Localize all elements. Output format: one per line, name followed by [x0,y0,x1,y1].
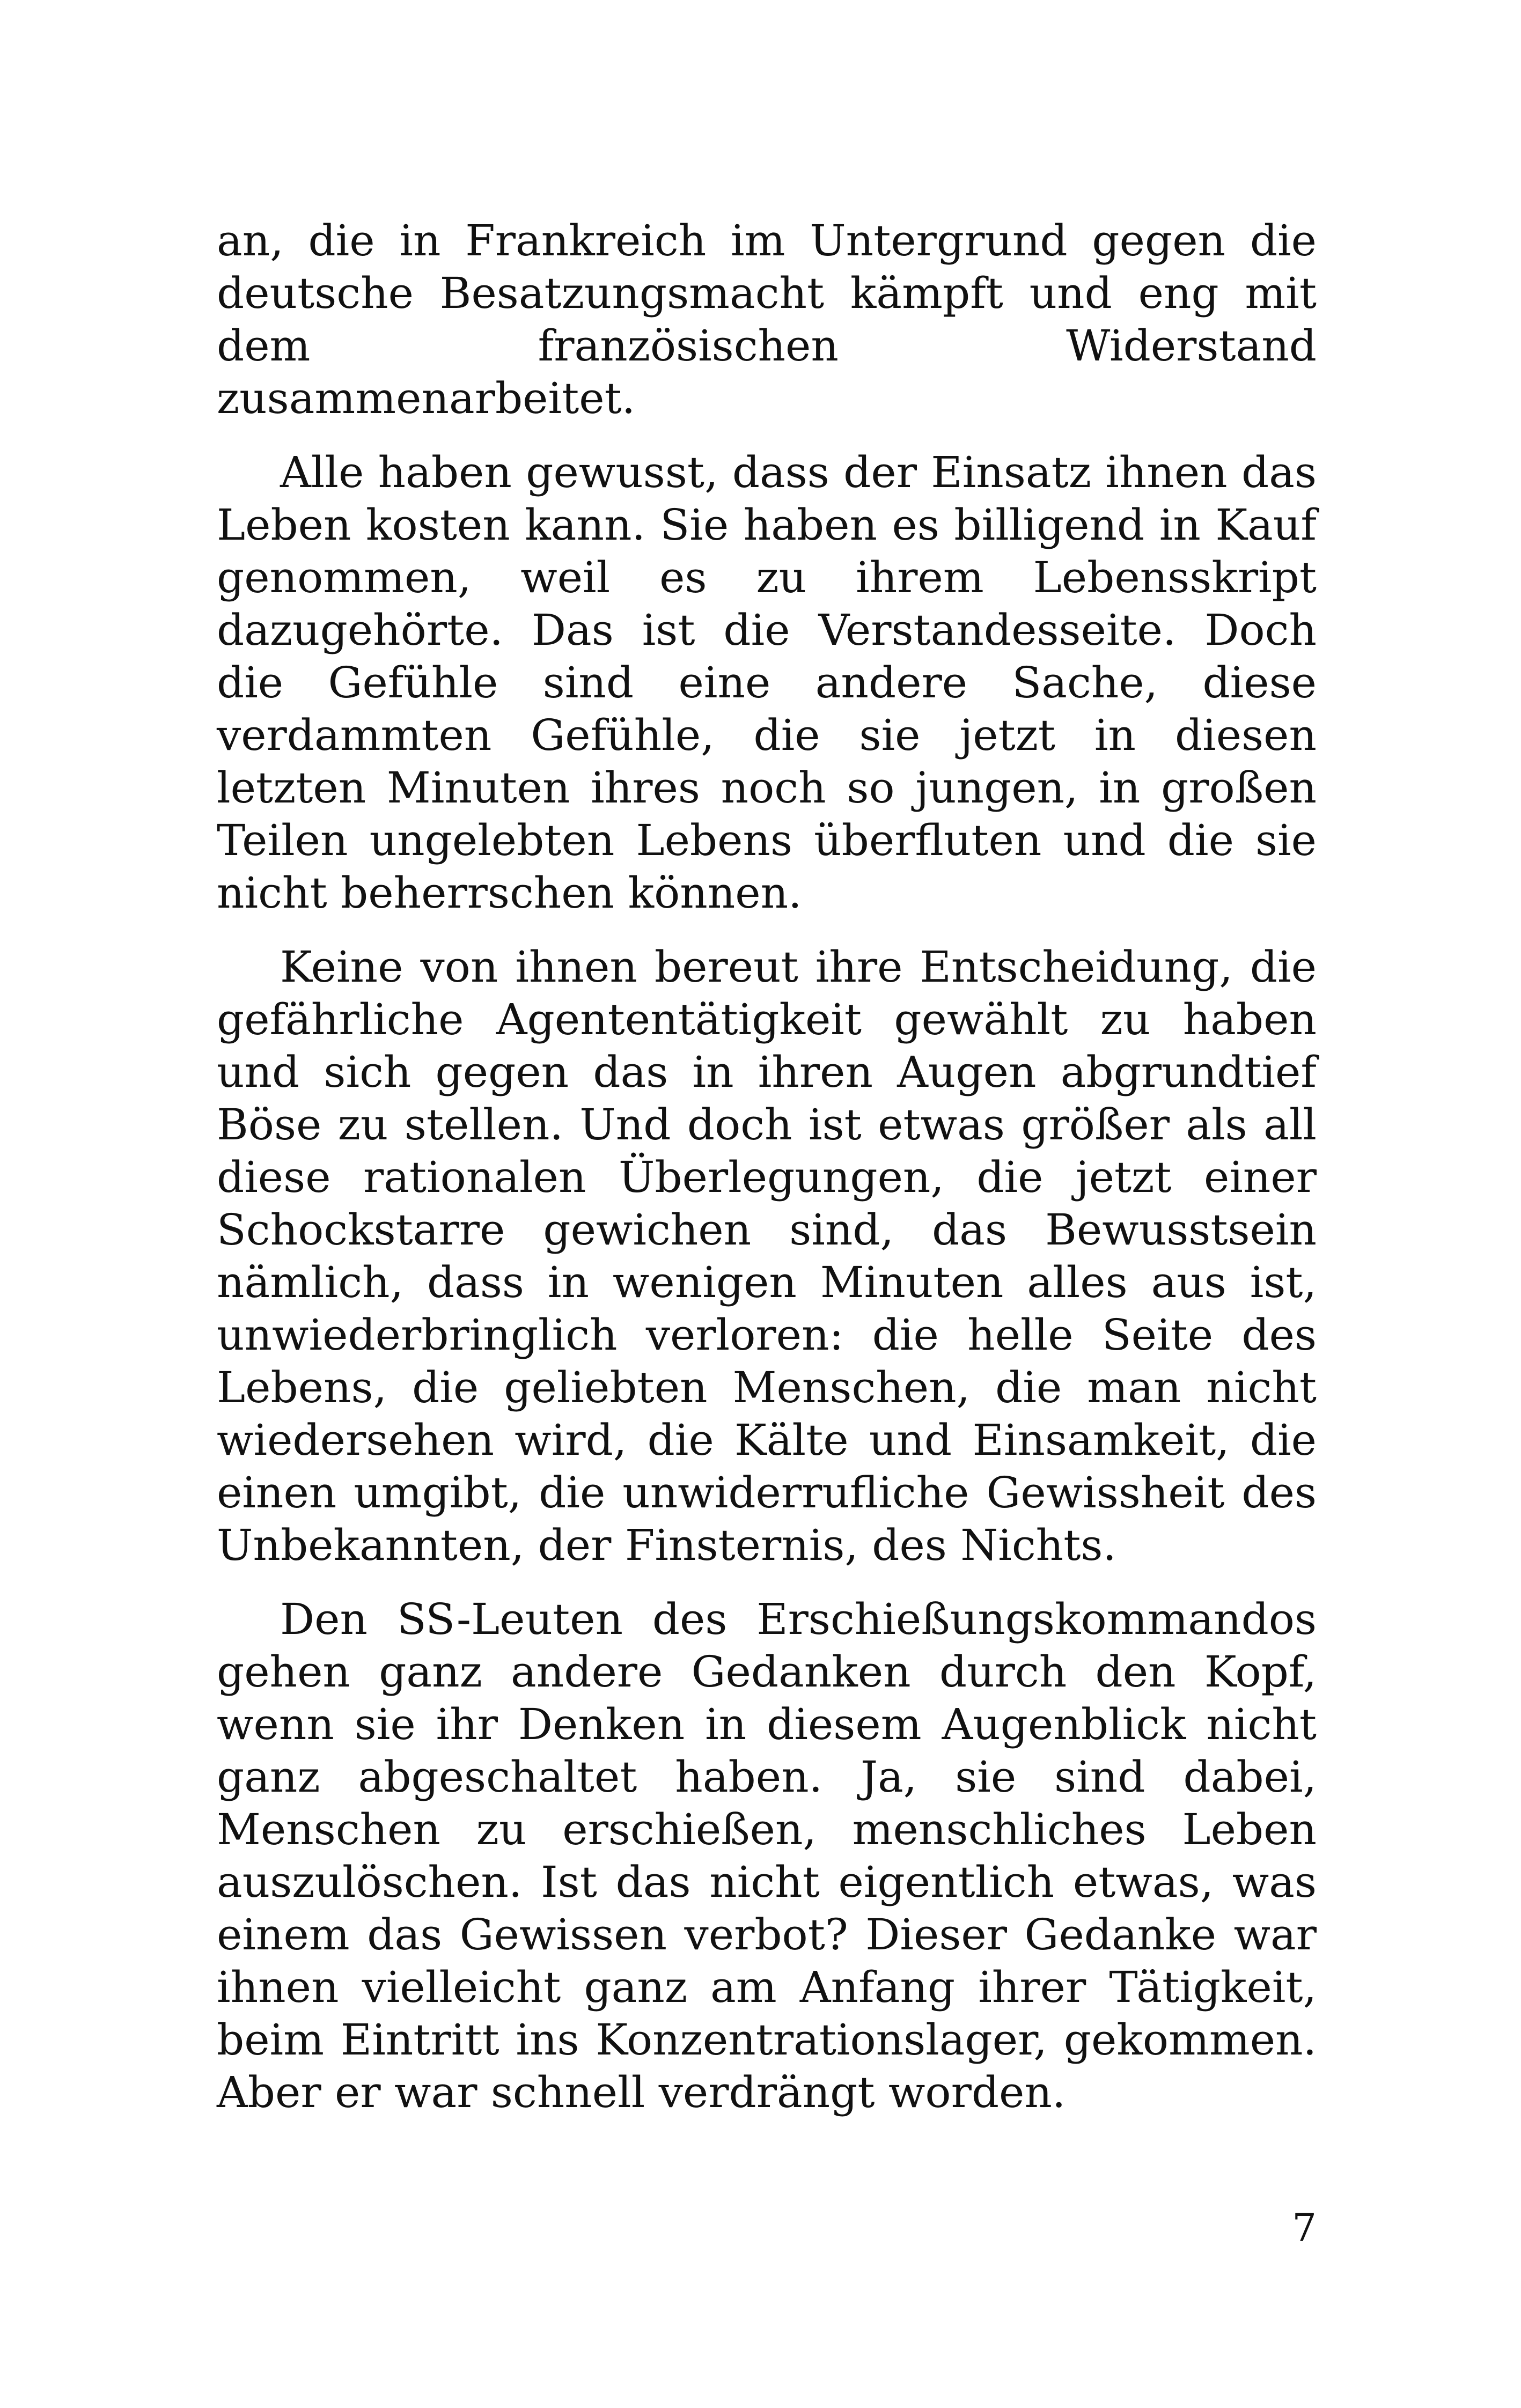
paragraph-continuation: an, die in Frankreich im Untergrund gegen die deutsche Besatzungsmacht kämpft und eng mit dem französischen Widerstand zusammenarbeitet. [217,216,1317,423]
body-text [217,215,1317,2140]
page-number: 7 [1292,2205,1317,2250]
paragraph: Alle haben gewusst, dass der Einsatz ihnen das Leben kosten kann. Sie haben es billigend in Kauf genommen, weil es zu ihrem Lebensskript dazugehörte. Das ist die Verstandesseite. Doch die Gefühle sind eine andere Sache, diese verdammten Gefühle, die sie jetzt in diesen letzten Minuten ihres noch so jungen, in großen Teilen ungelebten Lebens überfluten und die sie nicht beherrschen können. [217,447,1317,918]
paragraph: Den SS-Leuten des Erschießungskommandos gehen ganz andere Gedanken durch den Kopf, wenn sie ihr Denken in diesem Augenblick nicht ganz abgeschaltet haben. Ja, sie sind dabei, Menschen zu erschießen, menschliches Leben auszulöschen. Ist das nicht eigentlich etwas, was einem das Gewissen verbot? Dieser Gedanke war ihnen vielleicht ganz am Anfang ihrer Tätigkeit, beim Eintritt ins Konzentrationslager, gekommen. Aber er war schnell verdrängt worden. [217,1594,1317,2117]
paragraph: Keine von ihnen bereut ihre Entscheidung, die gefährliche Agententätigkeit gewählt zu haben und sich gegen das in ihren Augen abgrundtief Böse zu stellen. Und doch ist etwas größer als all diese rationalen Überlegungen, die jetzt einer Schockstarre gewichen sind, das Bewusstsein nämlich, dass in wenigen Minuten alles aus ist, unwiederbringlich verloren: die helle Seite des Lebens, die geliebten Menschen, die man nicht wiedersehen wird, die Kälte und Einsamkeit, die einen umgibt, die unwiderrufliche Gewissheit des Unbekannten, der Finsternis, des Nichts. [217,942,1317,1570]
